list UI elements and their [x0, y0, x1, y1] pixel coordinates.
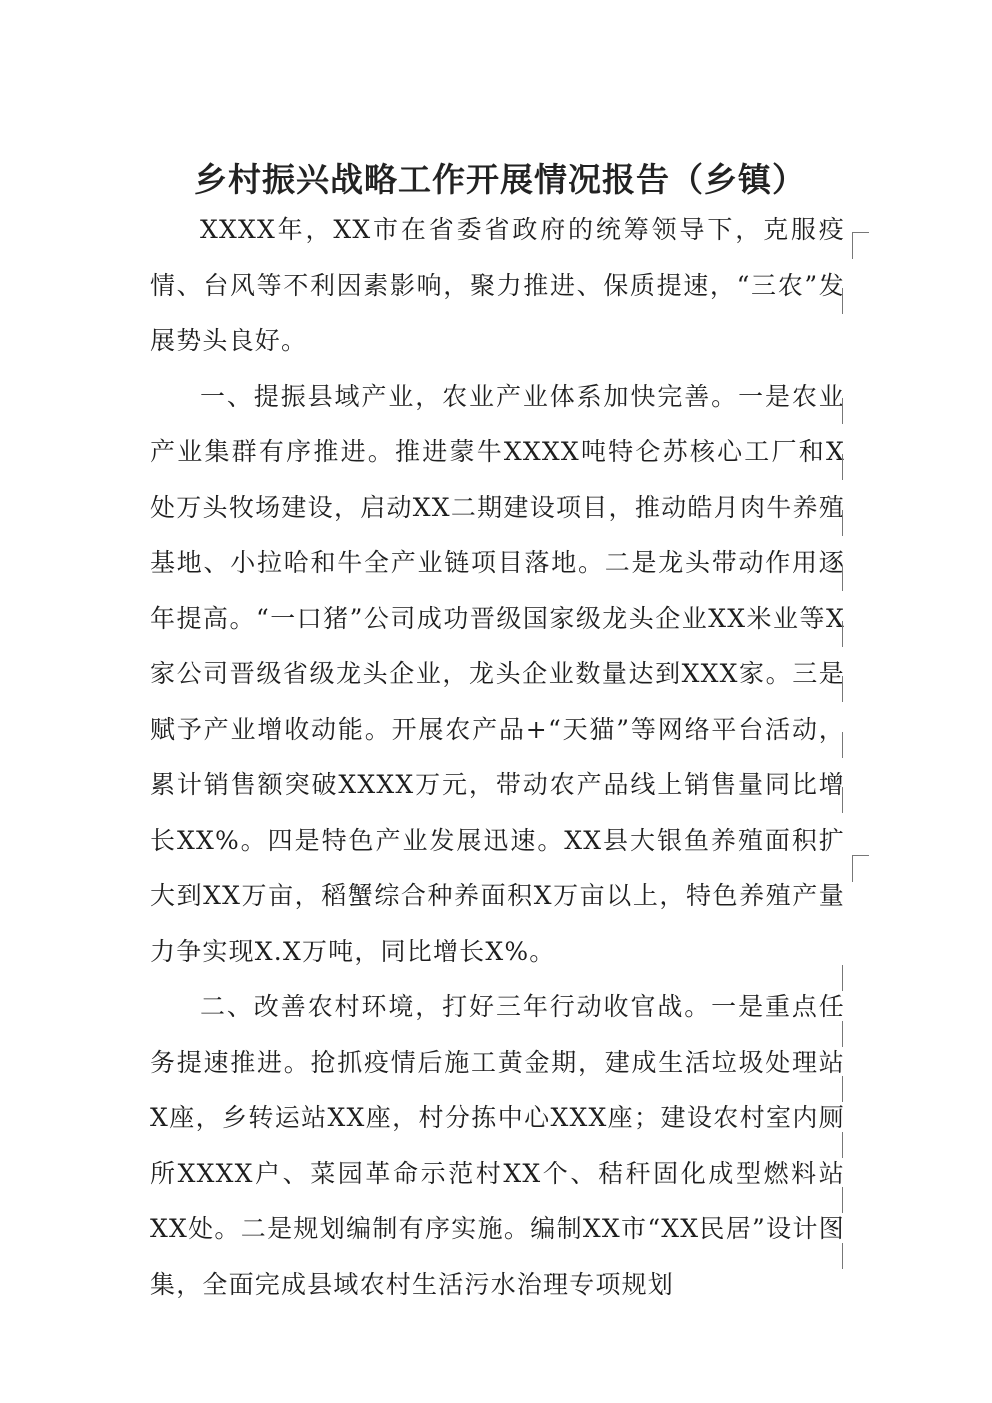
margin-line-mark [842, 1243, 843, 1269]
margin-line-mark [842, 621, 843, 647]
margin-line-mark [842, 965, 843, 991]
margin-corner-mark [852, 232, 869, 259]
paragraph-intro: XXXX年，XX市在省委省政府的统筹领导下，克服疫情、台风等不利因素影响，聚力推进、保质提速，“三农”发展势头良好。 [150, 215, 845, 355]
margin-line-mark [842, 1021, 843, 1047]
paragraph-section-1: 一、提振县域产业，农业产业体系加快完善。一是农业产业集群有序推进。推进蒙牛XXXX吨特仑苏核心工厂和X处万头牧场建设，启动XX二期建设项目，推动皓月肉牛养殖基地、小拉哈和牛全产业链项目落地。二是龙头带动作用逐年提高。“一口猪”公司成功晋级国家级龙头企业XX米业等X家公司晋级省级龙头企业，龙头企业数量达到XXX家。三是赋予产业增收动能。开展农产品+“天猫”等网络平台活动，累计销售额突破XXXX万元，带动农产品线上销售量同比增长XX%。四是特色产业发展迅速。XX县大银鱼养殖面积扩大到XX万亩，稻蟹综合种养面积X万亩以上，特色养殖产量力争实现X.X万吨，同比增长X%。 [150, 381, 845, 966]
margin-line-mark [842, 510, 843, 536]
paragraph-section-2: 二、改善农村环境，打好三年行动收官战。一是重点任务提速推进。抢抓疫情后施工黄金期，建成生活垃圾处理站X座，乡转运站XX座，村分拣中心XXX座；建设农村室内厕所XXXX户、菜园革命示范村XX个、秸秆固化成型燃料站XX处。二是规划编制有序实施。编制XX市“XX民居”设计图集，全面完成县域农村生活污水治理专项规划 [150, 992, 845, 1299]
margin-line-mark [842, 454, 843, 480]
margin-line-mark [842, 787, 843, 813]
margin-line-mark [842, 565, 843, 591]
document-body [150, 202, 845, 1312]
margin-line-mark [842, 1187, 843, 1213]
margin-line-mark [842, 1076, 843, 1102]
margin-line-mark [842, 288, 843, 314]
margin-line-mark [842, 398, 843, 424]
margin-line-mark [842, 1132, 843, 1158]
margin-line-mark [842, 676, 843, 702]
margin-corner-mark [852, 855, 869, 882]
margin-line-mark [842, 732, 843, 758]
document-title: 乡村振兴战略工作开展情况报告（乡镇） [194, 160, 806, 199]
